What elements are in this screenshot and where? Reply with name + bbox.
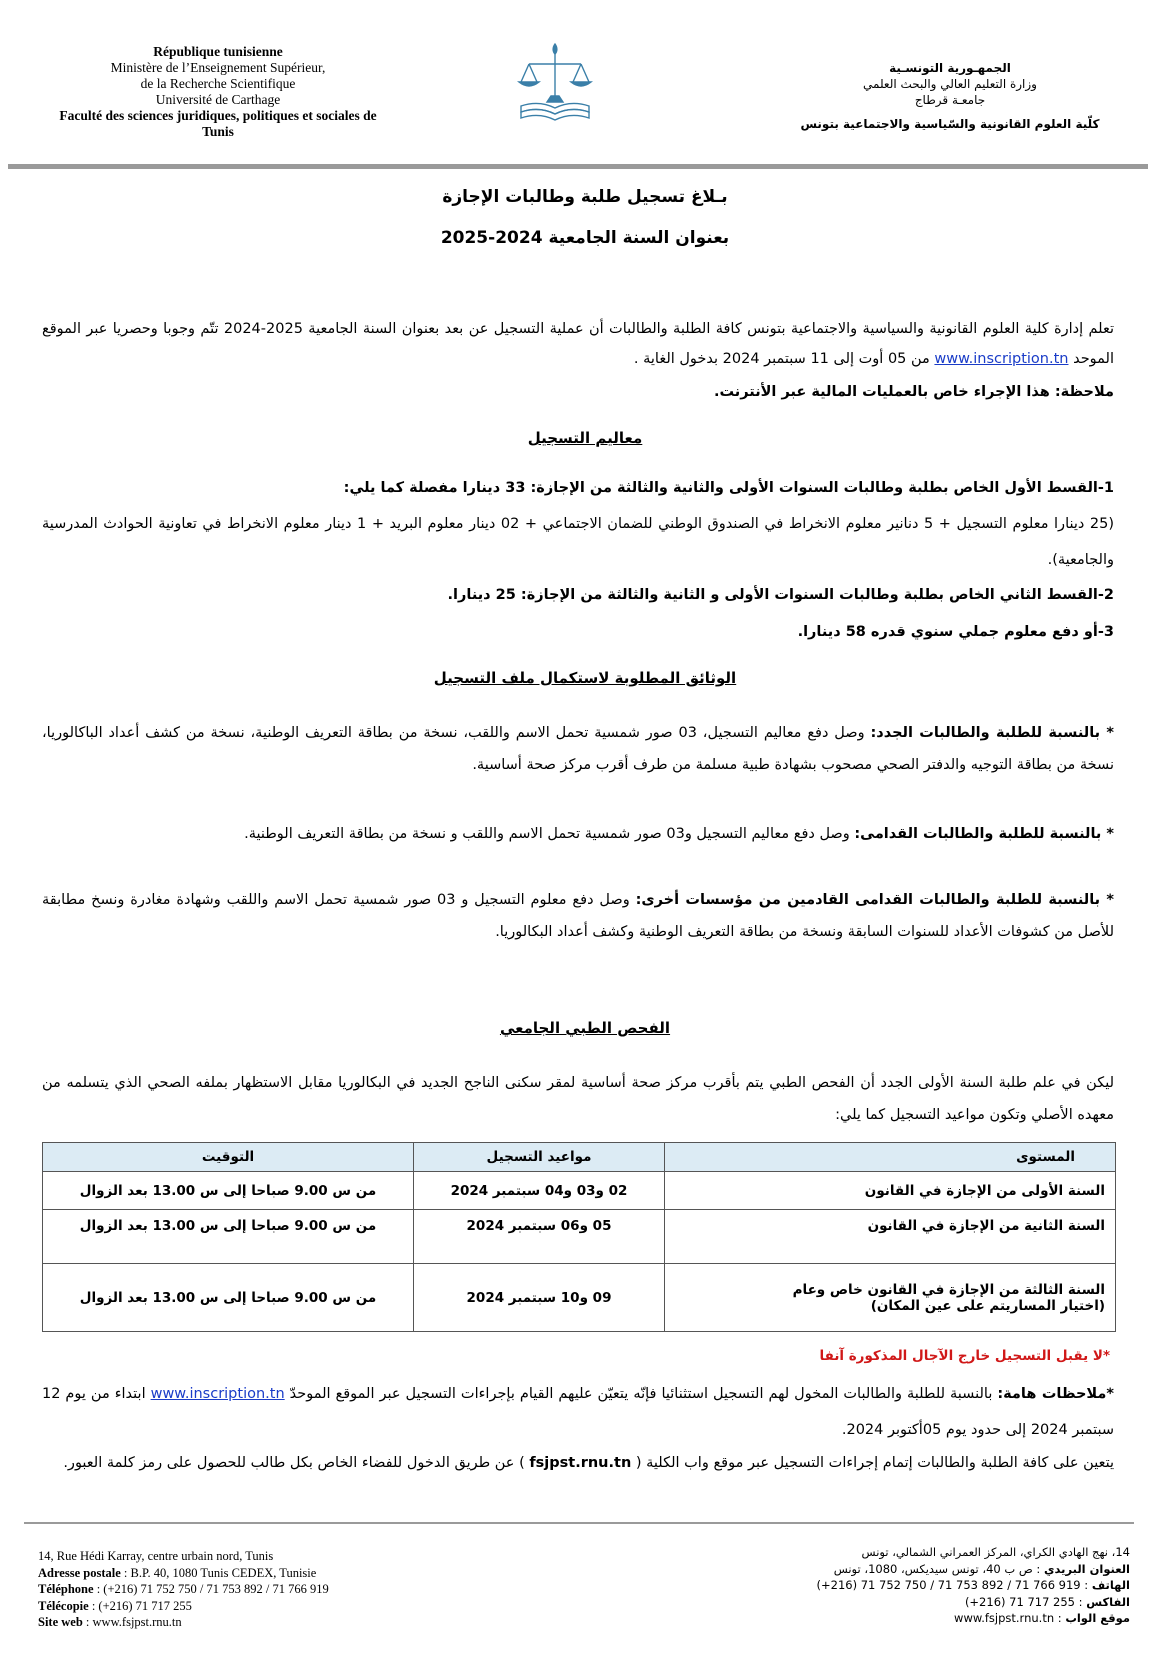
important-notes — [42, 1376, 1114, 1448]
postal-value-fr: : B.P. 40, 1080 Tunis CEDEX, Tunisie — [120, 1565, 317, 1580]
row-dates: 05 و06 سبتمبر 2024 — [414, 1210, 665, 1264]
republic-name-ar: الجمهـورية التونسـية — [889, 61, 1011, 75]
faculty-logo-scales-icon — [515, 40, 595, 126]
old-students-text: وصل دفع معاليم التسجيل و03 صور شمسية تحمل الاسم واللقب و نسخة من بطاقة التعريف الوطنية. — [244, 826, 855, 842]
fax-value-ar: (+216) 71 717 255 — [964, 1594, 1075, 1609]
fees-item-3: 3-أو دفع معلوم جملي سنوي قدره 58 دينارا. — [797, 624, 1114, 640]
footer-arabic — [710, 1544, 1130, 1627]
footer-phone-ar: الهاتف : (+216) 71 752 750 / 71 753 892 / 71 766 919 — [816, 1578, 1130, 1592]
documents-heading: الوثائق المطلوبة لاستكمال ملف التسجيل — [433, 669, 737, 687]
medical-paragraph: ليكن في علم طلبة السنة الأولى الجدد أن الفحص الطبي يتم بأقرب مركز صحة أساسية لمقر سكنى الناجح الجديد في البكالوريا مقابل الاستظهار بملفه الصحي الذي يتسلمه من معهده الأصلي وتكون مواعيد التسجيل كما يلي: — [42, 1075, 1114, 1123]
ministry-name-fr-2: de la Recherche Scientifique — [140, 76, 296, 91]
row-level: السنة الأولى من الإجازة في القانون — [665, 1172, 1116, 1210]
column-header-time: التوقيت — [43, 1143, 414, 1172]
table-row — [43, 1264, 1116, 1332]
ministry-name-ar: وزارة التعليم العالي والبحث العلمي — [863, 77, 1037, 91]
web-value-ar: www.fsjpst.rnu.tn — [954, 1611, 1055, 1625]
notes-text-2: ابتداء من يوم 12 سبتمبر 2024 إلى حدود يوم 05أكتوبر 2024. — [42, 1386, 1114, 1438]
registration-schedule-table — [42, 1142, 1116, 1332]
faculty-website-text: fsjpst.rnu.tn — [529, 1455, 632, 1471]
new-students-text: وصل دفع معاليم التسجيل، 03 صور شمسية تحمل الاسم واللقب، نسخة من بطاقة التعريف الوطنية، نسخة من كشف أعداد الباكالوريا، نسخة من بطاقة التوجيه والدفتر الصحي مصحوب بشهادة طبية مسلمة من طرف أقرب مركز صحة أساسية. — [42, 725, 1114, 773]
final-text-2: ) عن طريق الدخول للفضاء الخاص بكل طالب للحصول على رمز كلمة العبور. — [63, 1455, 530, 1471]
header-arabic — [760, 60, 1140, 132]
row-time: من س 9.00 صباحا إلى س 13.00 بعد الزوال — [43, 1264, 414, 1332]
fax-value-fr: : (+216) 71 717 255 — [88, 1598, 192, 1613]
row-time: من س 9.00 صباحا إلى س 13.00 بعد الزوال — [43, 1172, 414, 1210]
postal-label-fr: Adresse postale — [38, 1565, 121, 1580]
final-text-1: يتعين على كافة الطلبة والطالبات إتمام إجراءات التسجيل عبر موقع واب الكلية ( — [631, 1455, 1114, 1471]
footer-address-fr: 14, Rue Hédi Karray, centre urbain nord, Tunis — [38, 1549, 274, 1563]
transfer-students-label: * بالنسبة للطلبة والطالبات القدامى القادمين من مؤسسات أخرى: — [635, 892, 1114, 908]
republic-name-fr: République tunisienne — [153, 44, 283, 59]
phone-value-fr: : (+216) 71 752 750 / 71 753 892 / 71 766 919 — [93, 1582, 329, 1596]
fees-item-1-detail: (25 دينارا معلوم التسجيل + 5 دنانير معلوم الانخراط في الصندوق الوطني للضمان الاجتماعي + 02 دينار معلوم البريد + 1 دينار معلوم الانخراط في تعاونية الحوادث المدرسية والجامعية). — [42, 516, 1115, 568]
header-divider — [8, 164, 1148, 169]
row-dates: 02 و03 و04 سبتمبر 2024 — [414, 1172, 665, 1210]
notes-label: *ملاحظات هامة: — [997, 1386, 1114, 1402]
footer-web-fr — [38, 1614, 458, 1631]
documents-old-students — [42, 818, 1114, 850]
university-name-ar: جامعـة قرطاج — [914, 93, 986, 107]
footer-phone-fr — [38, 1581, 458, 1598]
fax-label-ar: الفاكس — [1086, 1594, 1130, 1609]
table-row — [43, 1210, 1116, 1264]
inscription-link[interactable]: www.inscription.tn — [934, 351, 1069, 367]
fees-item-1: 1-القسط الأول الخاص بطلبة وطالبات السنوات الأولى والثانية والثالثة من الإجازة: 33 دينارا مفصلة كما يلي: — [343, 480, 1114, 496]
documents-new-students — [42, 717, 1114, 781]
footer-divider — [24, 1522, 1134, 1524]
transfer-students-text: وصل دفع معلوم التسجيل و 03 صور شمسية تحمل الاسم واللقب وشهادة مغادرة ونسخ مطابقة للأصل من كشوفات الأعداد للسنوات السابقة ونسخة من بطاقة التعريف الوطنية وكشف أعداد البكالوريا. — [42, 892, 1114, 940]
deadline-warning: *لا يقبل التسجيل خارج الآجال المذكورة آنفا — [819, 1348, 1110, 1364]
faculty-city-fr: Tunis — [202, 124, 234, 139]
footer-web-ar: موقع الواب : www.fsjpst.rnu.tn — [954, 1611, 1130, 1625]
faculty-name-fr: Faculté des sciences juridiques, politiques et sociales de — [59, 108, 377, 123]
new-students-label: * بالنسبة للطلبة والطالبات الجدد: — [870, 725, 1114, 741]
postal-value-ar: : ص ب 40، تونس سيديكس، 1080، تونس — [833, 1561, 1044, 1576]
final-instruction — [42, 1447, 1114, 1479]
notes-text-1: بالنسبة للطلبة والطالبات المخول لهم التسجيل استثنائيا فإنّه يتعيّن عليهم القيام بإجراءات التسجيل عبر الموقع الموحدّ — [284, 1386, 998, 1402]
intro-text-1: تعلم إدارة كلية العلوم القانونية والسياسية والاجتماعية بتونس كافة الطلبة والطالبات أن عملية التسجيل عن بعد بعنوان السنة الجامعية 2025-2024 تتّم وجوبا وحصريا عبر الموقع الموحد — [42, 321, 1114, 367]
phone-label-ar: الهاتف — [1091, 1578, 1130, 1592]
header-french — [28, 44, 408, 140]
row-time: من س 9.00 صباحا إلى س 13.00 بعد الزوال — [43, 1210, 414, 1264]
footer-fax-ar: الفاكس : (+216) 71 717 255 — [964, 1594, 1130, 1609]
footer-fax-fr — [38, 1598, 458, 1615]
ministry-name-fr: Ministère de l’Enseignement Supérieur, — [110, 60, 326, 75]
medical-heading: الفحص الطبي الجامعي — [499, 1019, 671, 1037]
row-level: السنة الثانية من الإجازة في القانون — [665, 1210, 1116, 1264]
postal-label-ar: العنوان البريدي — [1043, 1561, 1130, 1576]
web-label-fr: Site web — [38, 1615, 83, 1629]
footer-address-ar: 14، نهج الهادي الكراي، المركز العمراني الشمالي، تونس — [861, 1545, 1130, 1559]
row-level-line-1: السنة الثالثة من الإجازة في القانون خاص وعام — [792, 1281, 1105, 1298]
phone-value-ar: (+216) 71 752 750 / 71 753 892 / 71 766 919 — [816, 1578, 1081, 1592]
fees-heading: معاليم التسجيل — [527, 429, 643, 447]
documents-transfer-students — [42, 884, 1114, 948]
table-header-row — [43, 1143, 1116, 1172]
intro-paragraph — [42, 314, 1114, 374]
university-name-fr: Université de Carthage — [155, 92, 281, 107]
phone-label-fr: Téléphone — [38, 1582, 94, 1596]
fax-label-fr: Télécopie — [38, 1598, 89, 1613]
footer-postal-ar — [710, 1561, 1130, 1578]
old-students-label: * بالنسبة للطلبة والطالبات القدامى: — [854, 826, 1114, 842]
footer-french — [38, 1548, 458, 1631]
faculty-name-ar: كلّية العلوم القانونية والسّياسية والاجتماعية بتونس — [800, 117, 1100, 131]
table-row — [43, 1172, 1116, 1210]
web-label-ar: موقع الواب — [1065, 1611, 1130, 1625]
row-level-line-2: (اختيار المساريتم على عين المكان) — [870, 1297, 1105, 1314]
column-header-dates: مواعيد التسجيل — [414, 1143, 665, 1172]
fees-item-2: 2-القسط الثاني الخاص بطلبة وطالبات السنوات الأولى و الثانية والثالثة من الإجازة: 25 دينارا. — [447, 587, 1114, 603]
intro-text-2: من 05 أوت إلى 11 سبتمبر 2024 بدخول الغاية . — [633, 351, 935, 367]
row-level — [665, 1264, 1116, 1332]
intro-note: ملاحظة: هذا الإجراء خاص بالعمليات المالية عبر الأنترنت. — [713, 384, 1114, 400]
notice-subtitle: بعنوان السنة الجامعية 2024-2025 — [440, 228, 730, 248]
row-dates: 09 و10 سبتمبر 2024 — [414, 1264, 665, 1332]
notice-title: بـلاغ تسجيل طلبة وطالبات الإجازة — [442, 187, 728, 207]
web-value-fr: : www.fsjpst.rnu.tn — [82, 1615, 182, 1629]
notes-inscription-link[interactable]: www.inscription.tn — [150, 1386, 285, 1402]
footer-postal-fr — [38, 1565, 458, 1582]
column-header-level: المستوى — [665, 1143, 1116, 1172]
